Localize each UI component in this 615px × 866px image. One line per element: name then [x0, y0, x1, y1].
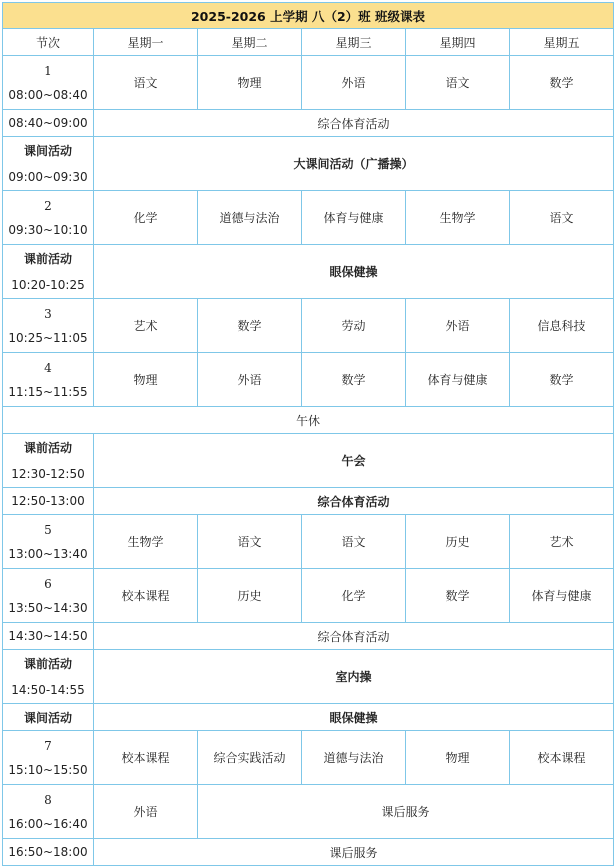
- period-cell: [3, 56, 94, 110]
- activity-cell: 综合体育活动: [94, 623, 614, 650]
- period-number: 3: [44, 306, 52, 321]
- period-number: 8: [44, 792, 52, 807]
- subject-cell: 校本课程: [94, 731, 198, 785]
- subject-cell: 化学: [302, 569, 406, 623]
- subject-cell: 艺术: [94, 299, 198, 353]
- subject-cell: 体育与健康: [510, 569, 614, 623]
- time-cell: 12:50-13:00: [3, 488, 94, 515]
- activity-label-cell: [3, 245, 94, 299]
- activity-cell: 室内操: [94, 650, 614, 704]
- subject-cell: 语文: [406, 56, 510, 110]
- subject-cell: 校本课程: [510, 731, 614, 785]
- subject-cell: 历史: [198, 569, 302, 623]
- period-time: 11:15~11:55: [8, 384, 88, 399]
- subject-cell: 校本课程: [94, 569, 198, 623]
- period-row-2: [3, 191, 614, 245]
- subject-cell: 数学: [302, 353, 406, 407]
- subject-cell: 道德与法治: [302, 731, 406, 785]
- subject-cell: 外语: [94, 785, 198, 839]
- activity-label: 课前活动: [23, 251, 72, 266]
- period-time: 15:10~15:50: [8, 762, 88, 777]
- period-time: 13:00~13:40: [8, 546, 88, 561]
- subject-cell: 外语: [198, 353, 302, 407]
- period-number: 1: [44, 63, 52, 78]
- subject-cell: 道德与法治: [198, 191, 302, 245]
- period-time: 09:30~10:10: [8, 222, 88, 237]
- activity-row: [3, 488, 614, 515]
- after-school-cell: 课后服务: [198, 785, 614, 839]
- activity-row: [3, 245, 614, 299]
- activity-label: 课前活动: [23, 440, 72, 455]
- subject-cell: 生物学: [94, 515, 198, 569]
- period-number: 7: [44, 738, 52, 753]
- subject-cell: 劳动: [302, 299, 406, 353]
- header-day-thu: 星期四: [406, 29, 510, 56]
- period-number: 4: [44, 360, 52, 375]
- header-day-fri: 星期五: [510, 29, 614, 56]
- activity-row: [3, 839, 614, 866]
- activity-time: 14:50-14:55: [11, 682, 85, 697]
- class-timetable: [2, 2, 614, 866]
- period-time: 16:00~16:40: [8, 816, 88, 831]
- subject-cell: 外语: [302, 56, 406, 110]
- period-time: 10:25~11:05: [8, 330, 88, 345]
- header-day-wed: 星期三: [302, 29, 406, 56]
- activity-row: [3, 434, 614, 488]
- activity-row: [3, 704, 614, 731]
- activity-time: 12:30-12:50: [11, 466, 85, 481]
- subject-cell: 物理: [198, 56, 302, 110]
- subject-cell: 综合实践活动: [198, 731, 302, 785]
- activity-row: [3, 623, 614, 650]
- period-row-6: [3, 569, 614, 623]
- activity-row: [3, 650, 614, 704]
- subject-cell: 数学: [406, 569, 510, 623]
- period-cell: [3, 299, 94, 353]
- period-row-5: [3, 515, 614, 569]
- period-row-8: [3, 785, 614, 839]
- subject-cell: 艺术: [510, 515, 614, 569]
- activity-cell: 午会: [94, 434, 614, 488]
- subject-cell: 外语: [406, 299, 510, 353]
- period-row-3: [3, 299, 614, 353]
- subject-cell: 历史: [406, 515, 510, 569]
- subject-cell: 语文: [94, 56, 198, 110]
- time-cell: 14:30~14:50: [3, 623, 94, 650]
- subject-cell: 数学: [510, 353, 614, 407]
- period-number: 6: [44, 576, 52, 591]
- period-time: 13:50~14:30: [8, 600, 88, 615]
- subject-cell: 物理: [94, 353, 198, 407]
- lunch-break-cell: 午休: [3, 407, 614, 434]
- activity-cell: 综合体育活动: [94, 110, 614, 137]
- period-row-1: [3, 56, 614, 110]
- period-number: 2: [44, 198, 52, 213]
- period-cell: [3, 731, 94, 785]
- activity-row: [3, 137, 614, 191]
- activity-label-cell: [3, 137, 94, 191]
- activity-time: 09:00~09:30: [8, 169, 88, 184]
- subject-cell: 语文: [302, 515, 406, 569]
- activity-row: [3, 110, 614, 137]
- period-cell: [3, 191, 94, 245]
- time-cell: 16:50~18:00: [3, 839, 94, 866]
- header-day-tue: 星期二: [198, 29, 302, 56]
- subject-cell: 数学: [510, 56, 614, 110]
- period-cell: [3, 785, 94, 839]
- period-cell: [3, 515, 94, 569]
- activity-cell: 眼保健操: [94, 245, 614, 299]
- subject-cell: 体育与健康: [302, 191, 406, 245]
- activity-label: 课间活动: [23, 143, 72, 158]
- activity-cell: 课后服务: [94, 839, 614, 866]
- activity-label: 课前活动: [23, 656, 72, 671]
- subject-cell: 体育与健康: [406, 353, 510, 407]
- lunch-row: [3, 407, 614, 434]
- activity-label-cell: [3, 650, 94, 704]
- period-time: 08:00~08:40: [8, 87, 88, 102]
- timetable-title: 2025-2026 上学期 八（2）班 班级课表: [3, 3, 614, 29]
- period-cell: [3, 353, 94, 407]
- header-row: [3, 29, 614, 56]
- header-day-mon: 星期一: [94, 29, 198, 56]
- period-row-7: [3, 731, 614, 785]
- subject-cell: 数学: [198, 299, 302, 353]
- period-number: 5: [44, 522, 52, 537]
- subject-cell: 化学: [94, 191, 198, 245]
- subject-cell: 生物学: [406, 191, 510, 245]
- subject-cell: 信息科技: [510, 299, 614, 353]
- activity-time: 10:20-10:25: [11, 277, 85, 292]
- activity-cell: 大课间活动（广播操）: [94, 137, 614, 191]
- period-cell: [3, 569, 94, 623]
- activity-label: 课间活动: [3, 704, 94, 731]
- subject-cell: 语文: [510, 191, 614, 245]
- activity-cell: 眼保健操: [94, 704, 614, 731]
- time-cell: 08:40~09:00: [3, 110, 94, 137]
- subject-cell: 语文: [198, 515, 302, 569]
- subject-cell: 物理: [406, 731, 510, 785]
- activity-label-cell: [3, 434, 94, 488]
- period-row-4: [3, 353, 614, 407]
- activity-cell: 综合体育活动: [94, 488, 614, 515]
- header-period: 节次: [3, 29, 94, 56]
